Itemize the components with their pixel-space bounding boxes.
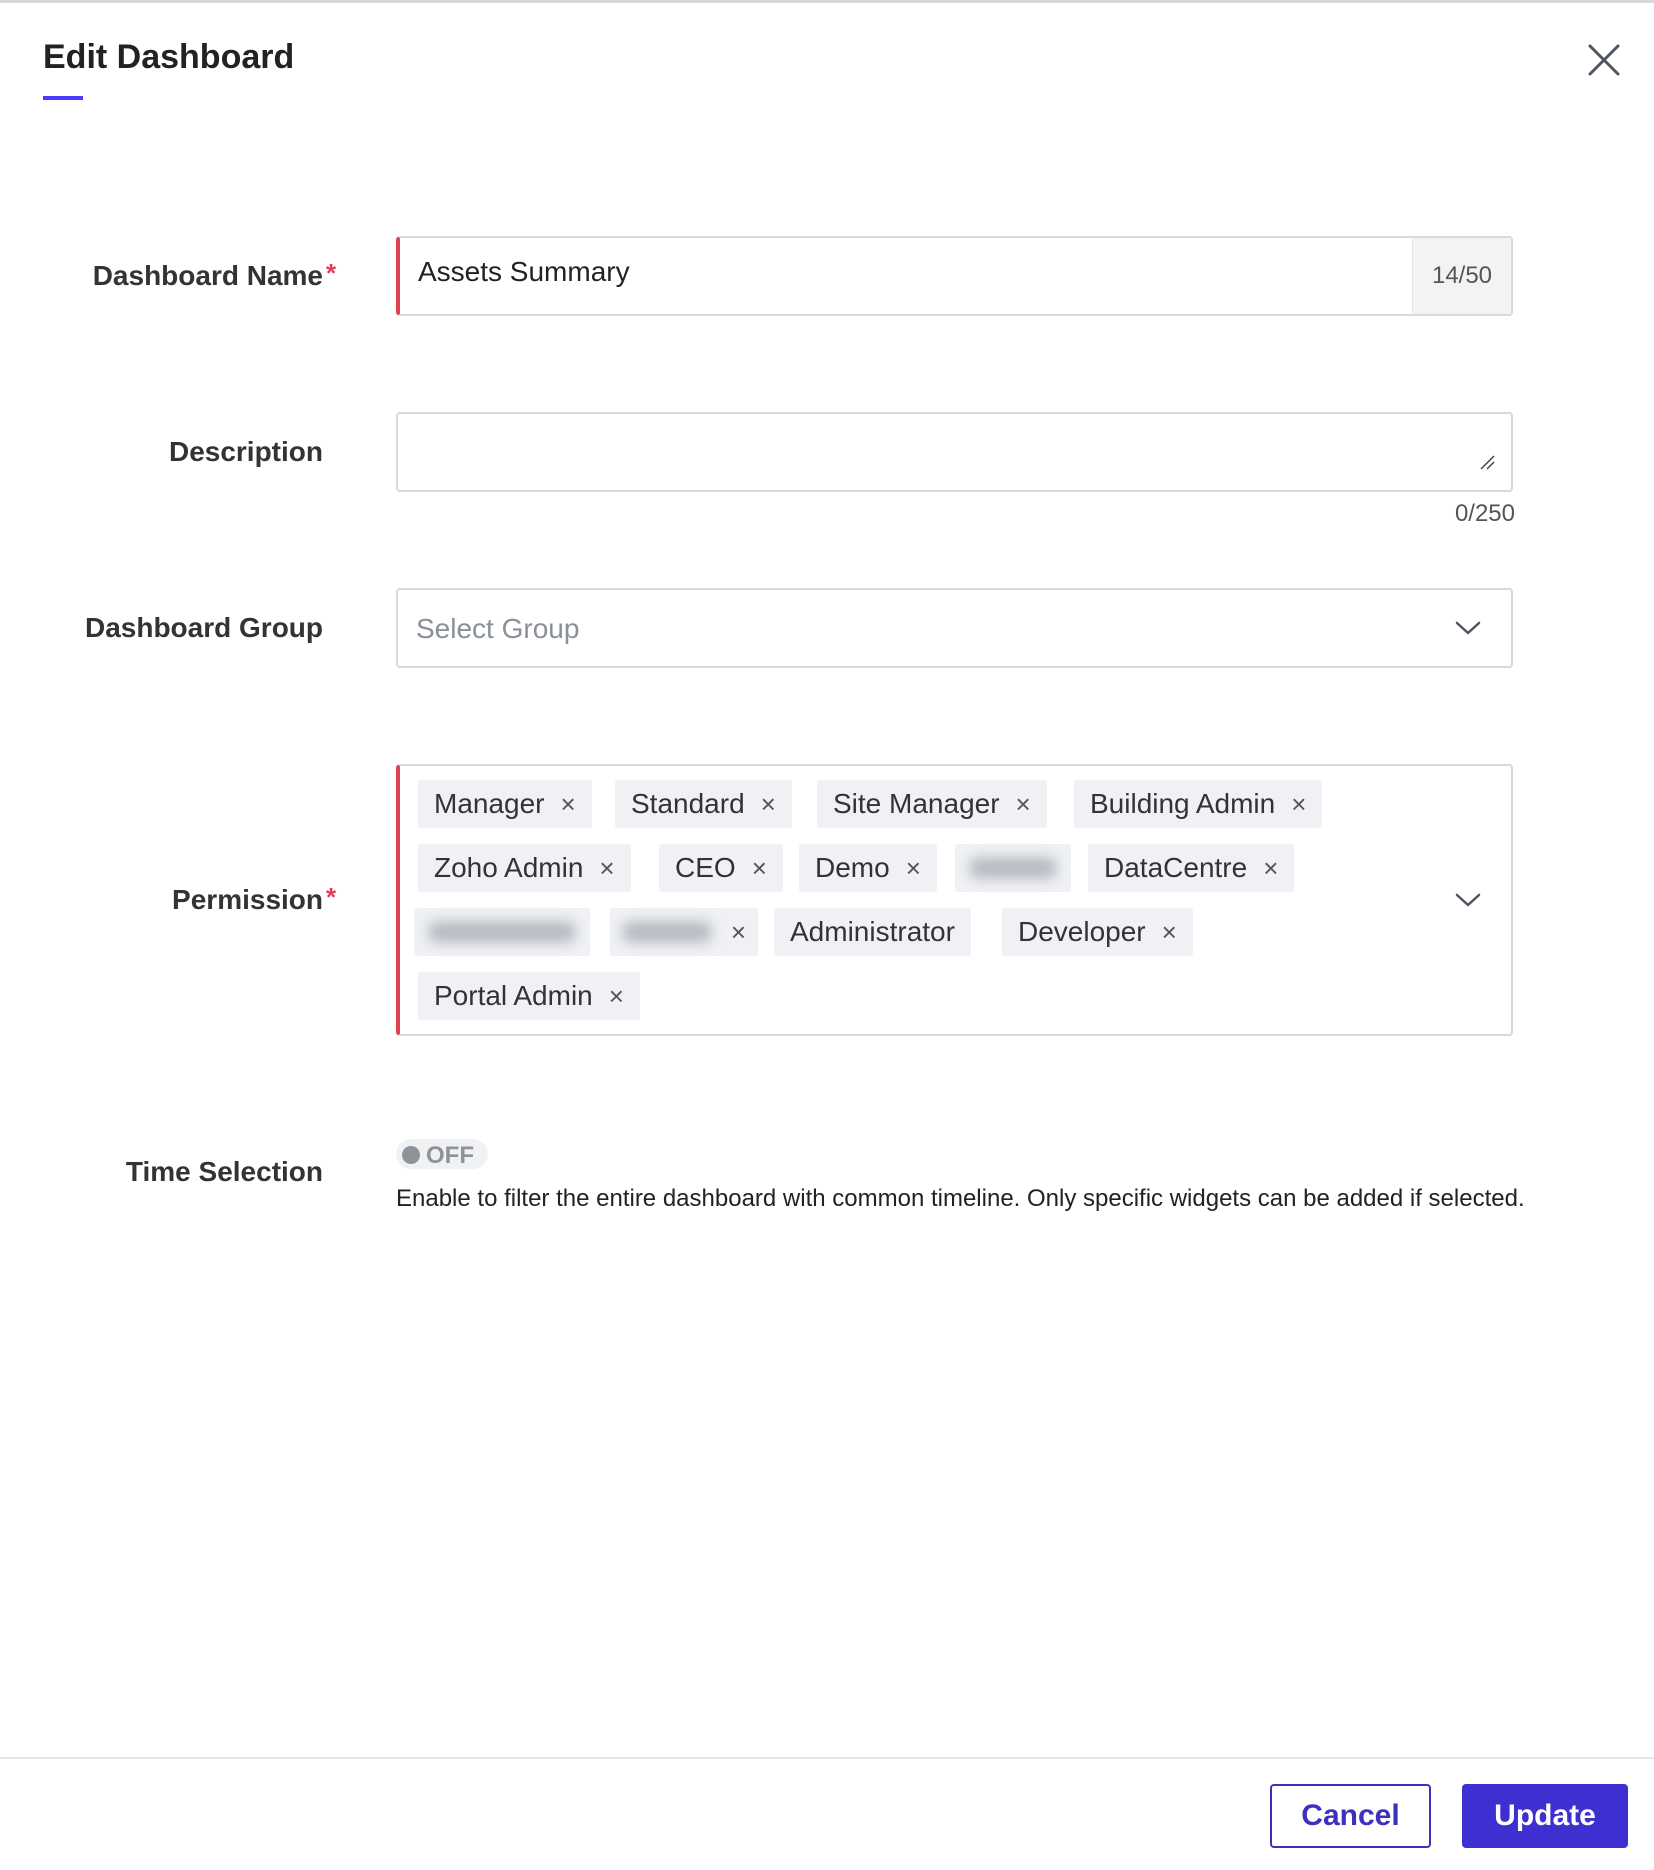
chip-label: Administrator bbox=[790, 916, 955, 947]
title-underline bbox=[43, 96, 83, 100]
chevron-down-icon[interactable] bbox=[1453, 613, 1483, 643]
remove-chip-icon[interactable]: × bbox=[1291, 788, 1307, 819]
remove-chip-icon[interactable]: × bbox=[730, 916, 746, 947]
chip-label: DataCentre bbox=[1104, 852, 1248, 883]
permission-chip bbox=[418, 780, 592, 828]
permission-chip-redacted bbox=[955, 844, 1071, 892]
group-placeholder: Select Group bbox=[416, 613, 580, 644]
description-char-counter: 0/250 bbox=[1454, 500, 1515, 527]
permission-chip bbox=[418, 972, 640, 1020]
chip-label: Site Manager bbox=[833, 788, 1000, 819]
permission-chip bbox=[1074, 780, 1322, 828]
remove-chip-icon[interactable]: × bbox=[760, 788, 776, 819]
cancel-button[interactable]: Cancel bbox=[1270, 1784, 1431, 1848]
redaction-blur bbox=[622, 921, 712, 943]
permission-chip bbox=[1002, 908, 1193, 956]
chevron-down-icon[interactable] bbox=[1453, 885, 1483, 915]
dashboard-name-label bbox=[93, 260, 323, 292]
update-button[interactable]: Update bbox=[1462, 1784, 1628, 1848]
chip-label: Developer bbox=[1018, 916, 1146, 947]
chip-label: CEO bbox=[675, 852, 736, 883]
permission-chip bbox=[418, 844, 631, 892]
close-icon bbox=[1584, 40, 1624, 80]
redaction-blur bbox=[428, 921, 576, 943]
toggle-knob bbox=[402, 1146, 420, 1164]
remove-chip-icon[interactable]: × bbox=[1263, 852, 1279, 883]
chip-label: Portal Admin bbox=[434, 980, 593, 1011]
resize-grip-icon[interactable] bbox=[1479, 454, 1495, 470]
remove-chip-icon[interactable]: × bbox=[905, 852, 921, 883]
chip-label: Standard bbox=[631, 788, 745, 819]
permission-label bbox=[172, 884, 323, 916]
dashboard-group-label: Dashboard Group bbox=[84, 612, 323, 643]
permission-chip bbox=[659, 844, 783, 892]
chip-label: Zoho Admin bbox=[434, 852, 584, 883]
permission-multiselect[interactable] bbox=[396, 764, 1513, 1036]
description-textarea[interactable] bbox=[396, 412, 1513, 492]
permission-chip bbox=[817, 780, 1047, 828]
remove-chip-icon[interactable]: × bbox=[1015, 788, 1031, 819]
permission-chip bbox=[615, 780, 792, 828]
chip-label: Demo bbox=[815, 852, 890, 883]
required-mark: * bbox=[326, 882, 337, 912]
permission-chip-redacted bbox=[414, 908, 590, 956]
top-border bbox=[0, 0, 1654, 3]
redaction-blur bbox=[969, 857, 1057, 879]
chip-label: Building Admin bbox=[1090, 788, 1276, 819]
footer-divider bbox=[0, 1757, 1654, 1759]
remove-chip-icon[interactable]: × bbox=[1161, 916, 1177, 947]
remove-chip-icon[interactable]: × bbox=[599, 852, 615, 883]
name-char-counter: 14/50 bbox=[1412, 238, 1511, 314]
dialog-title: Edit Dashboard bbox=[43, 38, 295, 76]
remove-chip-icon[interactable]: × bbox=[751, 852, 767, 883]
permission-chip bbox=[1088, 844, 1294, 892]
remove-chip-icon[interactable]: × bbox=[560, 788, 576, 819]
dashboard-group-select[interactable] bbox=[396, 588, 1513, 668]
description-label: Description bbox=[168, 436, 323, 467]
chip-label: Manager bbox=[434, 788, 545, 819]
permission-chip bbox=[774, 908, 971, 956]
permission-chip bbox=[610, 908, 758, 956]
dashboard-name-field[interactable] bbox=[396, 236, 1513, 316]
time-selection-label: Time Selection bbox=[125, 1156, 323, 1187]
dashboard-name-value[interactable]: Assets Summary bbox=[418, 256, 630, 287]
dashboard-name-label-text: Dashboard Name bbox=[92, 260, 323, 291]
close-button[interactable] bbox=[1584, 40, 1624, 80]
permission-chip bbox=[799, 844, 937, 892]
time-selection-toggle[interactable] bbox=[396, 1139, 488, 1169]
toggle-state: OFF bbox=[426, 1142, 474, 1169]
remove-chip-icon[interactable]: × bbox=[608, 980, 624, 1011]
required-mark: * bbox=[326, 258, 337, 288]
permission-label-text: Permission bbox=[172, 884, 323, 915]
time-selection-help-text: Enable to filter the entire dashboard with common timeline. Only specific widgets can be added if selected. bbox=[396, 1185, 1525, 1212]
